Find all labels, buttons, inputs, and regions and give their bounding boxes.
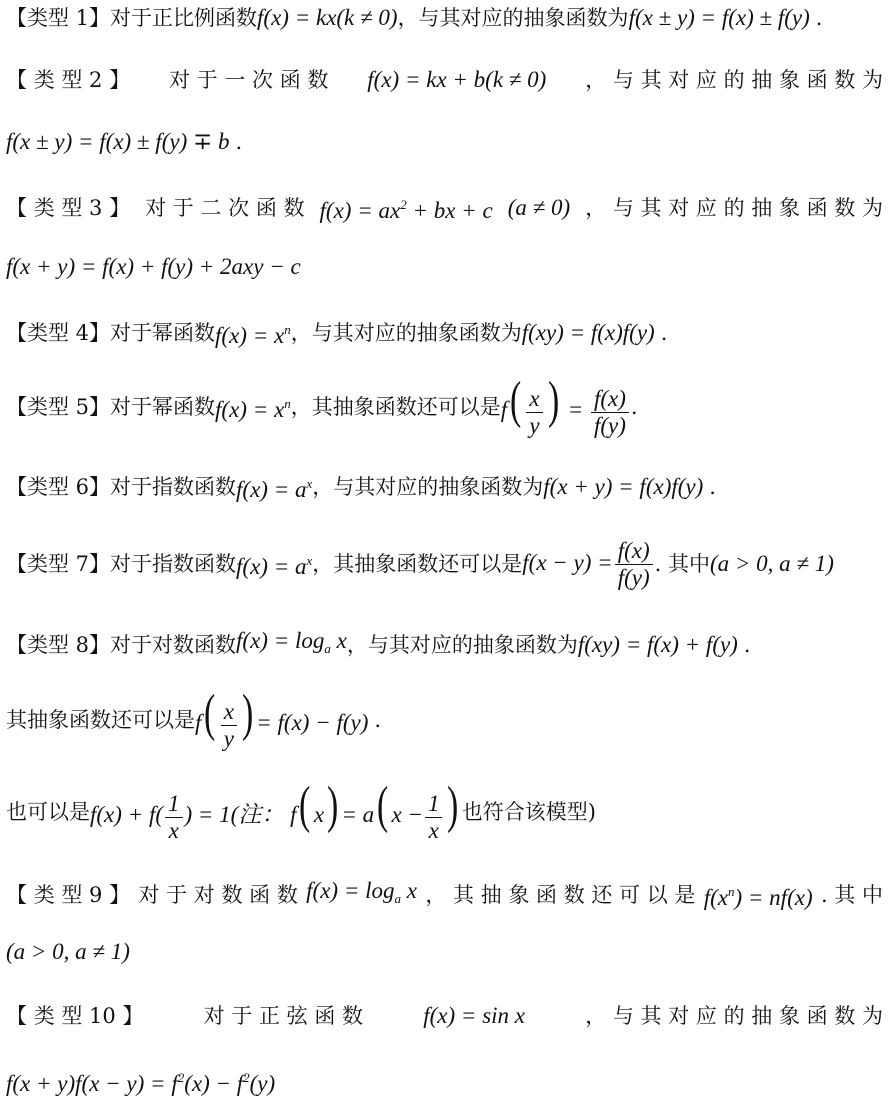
type2-text: 对 于 一 次 函 数 <box>169 68 329 92</box>
type5-text: 对于幂函数 <box>110 395 216 419</box>
type2-end: . <box>235 130 243 154</box>
extra8a-eq: f( $\frac{x}{y}$ ) = f(x) − f(y) <box>195 685 369 751</box>
type4-def: $f(x) = x^n$ <box>215 322 291 348</box>
type7-line <box>6 534 883 594</box>
type6-def: $f(x) = a^x$ <box>236 476 313 502</box>
type5-mid: ，其抽象函数还可以是 <box>290 395 501 419</box>
type8-def: $f(x) = \log_a x$ <box>236 628 347 656</box>
type8-eq: f(xy) = f(x) + f(y) <box>577 632 738 657</box>
type1-def: f(x) = kx(k ≠ 0) <box>257 5 398 30</box>
bracket-left: 【 <box>6 68 27 92</box>
bracket-left: 【 <box>6 883 27 907</box>
type3-eq: f(x + y) = f(x) + f(y) + 2axy − c <box>6 254 301 279</box>
type4-eq: f(xy) = f(x)f(y) <box>521 320 655 345</box>
type9-cond: (a > 0, a ≠ 1) <box>6 939 130 964</box>
type10-mid: ， 与 其 对 应 的 抽 象 函 数 为 <box>585 1004 883 1028</box>
extra8a-end: . <box>374 708 382 732</box>
type1-text: 对于正比例函数 <box>110 6 258 30</box>
type3-label: 类 型 3 <box>33 196 103 220</box>
bracket-right: 】 <box>89 395 111 419</box>
extra8b-eq: f(x) + f( $\frac{1}{x}$ ) = 1(注： f( x) = a( x − $\frac{1}{x}$ ) <box>90 777 459 843</box>
type10-line <box>6 1000 883 1032</box>
type9-end: . 其 中 <box>820 883 883 907</box>
type3-text: 对 于 二 次 函 数 <box>145 196 305 220</box>
type7-eq: f(x − y) = $\frac{f(x)}{f(y)}$ <box>522 538 654 591</box>
extra8b-tail: 也符合该模型) <box>461 800 596 824</box>
type2-def: f(x) = kx + b(k ≠ 0) <box>367 67 547 92</box>
type4-line <box>6 314 883 352</box>
bracket-right: 】 <box>109 196 131 220</box>
bracket-left: 【 <box>6 395 27 419</box>
bracket-left: 【 <box>6 552 27 576</box>
type5-label: 类型 5 <box>27 395 90 419</box>
type9-eq: $f(x^n) = nf(x)$ <box>703 884 813 910</box>
type6-end: . <box>709 475 716 499</box>
type2-eq: f(x ± y) = f(x) ± f(y) ∓ b <box>6 129 230 154</box>
bracket-left: 【 <box>6 321 27 345</box>
type5-def: $f(x) = x^n$ <box>215 396 291 422</box>
type9-line <box>6 875 883 915</box>
type10-def: f(x) = sin x <box>423 1003 525 1028</box>
type1-eq: f(x ± y) = f(x) ± f(y) <box>628 5 810 30</box>
bracket-left: 【 <box>6 475 27 499</box>
type3-def: $f(x) = ax^2$ + bx + c <box>319 197 493 223</box>
type7-label: 类型 7 <box>27 552 90 576</box>
type9-cond-line <box>6 936 883 968</box>
bracket-right: 】 <box>109 883 131 907</box>
type8-text: 对于对数函数 <box>110 633 237 657</box>
type7-end: . 其中 <box>654 552 710 576</box>
type8-mid: ，与其对应的抽象函数为 <box>346 633 578 657</box>
type6-text: 对于指数函数 <box>110 475 237 499</box>
type5-line <box>6 372 883 439</box>
type3-eq-line <box>6 251 883 283</box>
type8-label: 类型 8 <box>27 633 90 657</box>
type8-line <box>6 625 883 665</box>
type10-eq-line <box>6 1062 883 1100</box>
type5-eq: f( $\frac{x}{y}$ ) = $\frac{f(x)}{f(y)}$ <box>501 375 631 438</box>
type4-text: 对于幂函数 <box>110 321 216 345</box>
type3-line <box>6 189 883 227</box>
type2-mid: ， 与 其 对 应 的 抽 象 函 数 为 <box>585 68 883 92</box>
extra8b-text: 也可以是 <box>6 800 90 824</box>
type8-end: . <box>743 633 751 657</box>
type8-extra-a <box>6 685 883 752</box>
type6-mid: ，与其对应的抽象函数为 <box>312 475 544 499</box>
type3-mid: ， 与 其 对 应 的 抽 象 函 数 为 <box>585 196 883 220</box>
bracket-right: 】 <box>89 321 111 345</box>
bracket-right: 】 <box>109 68 131 92</box>
type9-def: $f(x) = \log_a x$ <box>306 878 417 906</box>
type8-extra-b <box>6 777 883 844</box>
bracket-left: 【 <box>6 1004 27 1028</box>
type7-mid: ，其抽象函数还可以是 <box>312 552 523 576</box>
extra8a-text: 其抽象函数还可以是 <box>6 708 195 732</box>
type6-label: 类型 6 <box>27 475 90 499</box>
type7-def: $f(x) = a^x$ <box>236 553 313 579</box>
type4-mid: ，与其对应的抽象函数为 <box>290 321 522 345</box>
type7-cond: (a > 0, a ≠ 1) <box>709 551 834 576</box>
type7-text: 对于指数函数 <box>110 552 237 576</box>
type5-end: . <box>630 395 638 419</box>
type9-label: 类 型 9 <box>33 883 103 907</box>
bracket-right: 】 <box>89 633 111 657</box>
type2-eq-line <box>6 126 883 158</box>
type2-label: 类 型 2 <box>33 68 103 92</box>
type1-end: . <box>815 6 823 30</box>
type1-mid: ，与其对应的抽象函数为 <box>397 6 629 30</box>
type9-text: 对 于 对 数 函 数 <box>138 883 298 907</box>
type2-line <box>6 64 883 96</box>
bracket-left: 【 <box>6 633 27 657</box>
bracket-left: 【 <box>6 6 27 30</box>
bracket-right: 】 <box>89 475 111 499</box>
type4-label: 类型 4 <box>27 321 90 345</box>
bracket-right: 】 <box>89 6 111 30</box>
type4-end: . <box>660 321 668 345</box>
bracket-left: 【 <box>6 196 27 220</box>
type10-eq: $f(x + y)f(x - y) = f^2(x) - f^2(y)$ <box>6 1070 276 1096</box>
type6-line <box>6 468 883 506</box>
type9-mid: ， 其 抽 象 函 数 还 可 以 是 <box>425 883 696 907</box>
type6-eq: f(x + y) = f(x)f(y) <box>543 474 704 499</box>
bracket-right: 】 <box>89 552 111 576</box>
type3-cond: (a ≠ 0) <box>507 195 571 220</box>
bracket-right: 】 <box>122 1004 144 1028</box>
type1-line <box>6 2 883 34</box>
type10-text: 对 于 正 弦 函 数 <box>203 1004 364 1028</box>
type1-label: 类型 1 <box>27 6 90 30</box>
type10-label: 类 型 10 <box>33 1004 116 1028</box>
